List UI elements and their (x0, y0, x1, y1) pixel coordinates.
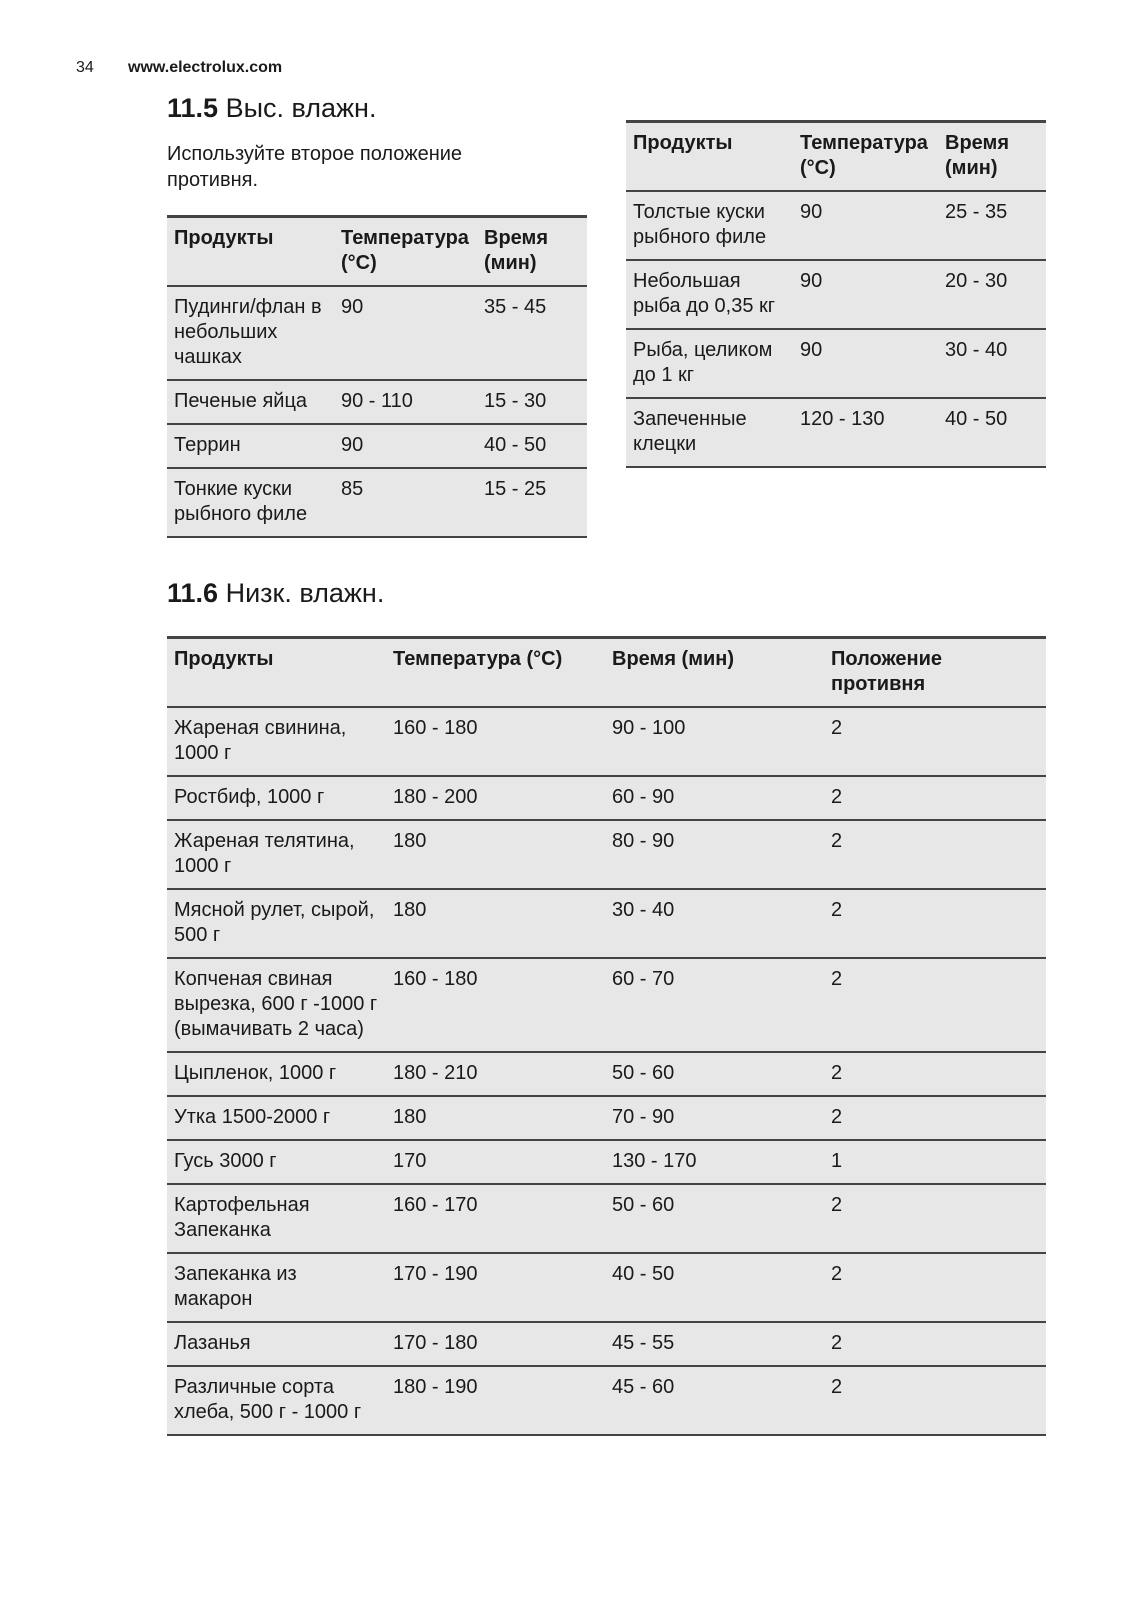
table-cell: 160 - 180 (386, 707, 605, 776)
table-row (167, 1096, 1046, 1140)
table-row (626, 191, 1046, 260)
table-cell: Картофельная Запеканка (167, 1184, 386, 1253)
table-row (626, 260, 1046, 329)
column-header: Положение противня (824, 638, 1046, 708)
table-cell: 2 (824, 776, 1046, 820)
table-cell: 40 - 50 (605, 1253, 824, 1322)
table-cell: Небольшая рыба до 0,35 кг (626, 260, 793, 329)
page-header (76, 59, 282, 77)
table-cell: 85 (334, 468, 477, 537)
table-cell: 180 (386, 1096, 605, 1140)
table-cell: 2 (824, 958, 1046, 1052)
table-cell: 90 (793, 191, 938, 260)
column-header: Продукты (626, 122, 793, 192)
table-cell: 2 (824, 1096, 1046, 1140)
table-cell: 90 - 100 (605, 707, 824, 776)
table-cell: Пудинги/флан в небольших чашках (167, 286, 334, 380)
section-number: 11.5 (167, 93, 219, 123)
table-cell: 90 - 110 (334, 380, 477, 424)
table-cell: 120 - 130 (793, 398, 938, 467)
table-cell: Жареная телятина, 1000 г (167, 820, 386, 889)
table-header-row (167, 217, 587, 287)
table-cell: 180 - 200 (386, 776, 605, 820)
table-cell: 90 (334, 286, 477, 380)
table-cell: 35 - 45 (477, 286, 587, 380)
table-cell: 80 - 90 (605, 820, 824, 889)
table-cell: Гусь 3000 г (167, 1140, 386, 1184)
table-row (167, 286, 587, 380)
table-row (167, 380, 587, 424)
table-cell: Террин (167, 424, 334, 468)
table-row (167, 1052, 1046, 1096)
table-cell: 25 - 35 (938, 191, 1046, 260)
table-cell: 30 - 40 (938, 329, 1046, 398)
table-cell: 180 - 190 (386, 1366, 605, 1435)
table-cell: 2 (824, 1322, 1046, 1366)
table-cell: 90 (334, 424, 477, 468)
table-cell: 15 - 30 (477, 380, 587, 424)
table-cell: Мясной рулет, сырой, 500 г (167, 889, 386, 958)
column-header: Время (мин) (938, 122, 1046, 192)
column-header: Температура (°C) (793, 122, 938, 192)
table-row (167, 707, 1046, 776)
table-row (167, 1184, 1046, 1253)
table-row (626, 329, 1046, 398)
table-cell: Рыба, целиком до 1 кг (626, 329, 793, 398)
table-cell: 2 (824, 1052, 1046, 1096)
section-title-low-humidity (167, 578, 384, 609)
table-cell: Запеченные клецки (626, 398, 793, 467)
section-intro: Используйте второе положение противня. (167, 143, 463, 191)
table-cell: 90 (793, 329, 938, 398)
table-cell: 60 - 70 (605, 958, 824, 1052)
table-cell: 40 - 50 (477, 424, 587, 468)
table-cell: Различные сорта хлеба, 500 г - 1000 г (167, 1366, 386, 1435)
table-cell: Жареная свинина, 1000 г (167, 707, 386, 776)
table-row (167, 958, 1046, 1052)
table-row (167, 889, 1046, 958)
table-row (167, 1366, 1046, 1435)
table-cell: 2 (824, 889, 1046, 958)
column-header: Время (мин) (477, 217, 587, 287)
low-humidity-table (167, 636, 1046, 1436)
table-header-row (626, 122, 1046, 192)
table-cell: 60 - 90 (605, 776, 824, 820)
table-cell: Тонкие куски рыбного филе (167, 468, 334, 537)
column-header: Температура (°C) (386, 638, 605, 708)
table-cell: 45 - 55 (605, 1322, 824, 1366)
column-header: Время (мин) (605, 638, 824, 708)
table-header-row (167, 638, 1046, 708)
table-row (167, 1322, 1046, 1366)
high-humidity-table-continued (626, 120, 1046, 468)
table-cell: 40 - 50 (938, 398, 1046, 467)
table-cell: 2 (824, 1184, 1046, 1253)
table-cell: 180 (386, 889, 605, 958)
table-row (167, 424, 587, 468)
column-header: Температура (°C) (334, 217, 477, 287)
table-cell: 160 - 170 (386, 1184, 605, 1253)
table-cell: 180 - 210 (386, 1052, 605, 1096)
table-cell: Ростбиф, 1000 г (167, 776, 386, 820)
table-cell: 15 - 25 (477, 468, 587, 537)
table-cell: 170 - 190 (386, 1253, 605, 1322)
section-title-text: Выс. влажн. (225, 93, 377, 123)
table-cell: 180 (386, 820, 605, 889)
website-url: www.electrolux.com (128, 59, 283, 76)
section-title-text: Низк. влажн. (225, 578, 385, 608)
table-cell: Цыпленок, 1000 г (167, 1052, 386, 1096)
table-cell: 50 - 60 (605, 1052, 824, 1096)
table-cell: 2 (824, 820, 1046, 889)
table-cell: 2 (824, 1366, 1046, 1435)
table-row (167, 776, 1046, 820)
table-cell: Лазанья (167, 1322, 386, 1366)
table-cell: 30 - 40 (605, 889, 824, 958)
page-number: 34 (76, 59, 94, 76)
table-cell: 50 - 60 (605, 1184, 824, 1253)
table-cell: 160 - 180 (386, 958, 605, 1052)
section-number: 11.6 (167, 578, 219, 608)
column-header: Продукты (167, 217, 334, 287)
table-cell: Копченая свиная вырезка, 600 г -1000 г (вымачивать 2 часа) (167, 958, 386, 1052)
table-cell: 170 - 180 (386, 1322, 605, 1366)
column-header: Продукты (167, 638, 386, 708)
section-title-high-humidity (167, 93, 376, 124)
table-cell: 70 - 90 (605, 1096, 824, 1140)
table-cell: 2 (824, 1253, 1046, 1322)
table-cell: Печеные яйца (167, 380, 334, 424)
table-cell: 20 - 30 (938, 260, 1046, 329)
table-cell: Запеканка из макарон (167, 1253, 386, 1322)
table-cell: 45 - 60 (605, 1366, 824, 1435)
table-cell: 170 (386, 1140, 605, 1184)
table-row (626, 398, 1046, 467)
table-cell: 2 (824, 707, 1046, 776)
high-humidity-table (167, 215, 587, 538)
table-row (167, 1140, 1046, 1184)
table-row (167, 820, 1046, 889)
table-cell: 130 - 170 (605, 1140, 824, 1184)
table-cell: 1 (824, 1140, 1046, 1184)
table-row (167, 468, 587, 537)
table-row (167, 1253, 1046, 1322)
table-cell: 90 (793, 260, 938, 329)
table-cell: Утка 1500-2000 г (167, 1096, 386, 1140)
table-cell: Толстые куски рыбного филе (626, 191, 793, 260)
